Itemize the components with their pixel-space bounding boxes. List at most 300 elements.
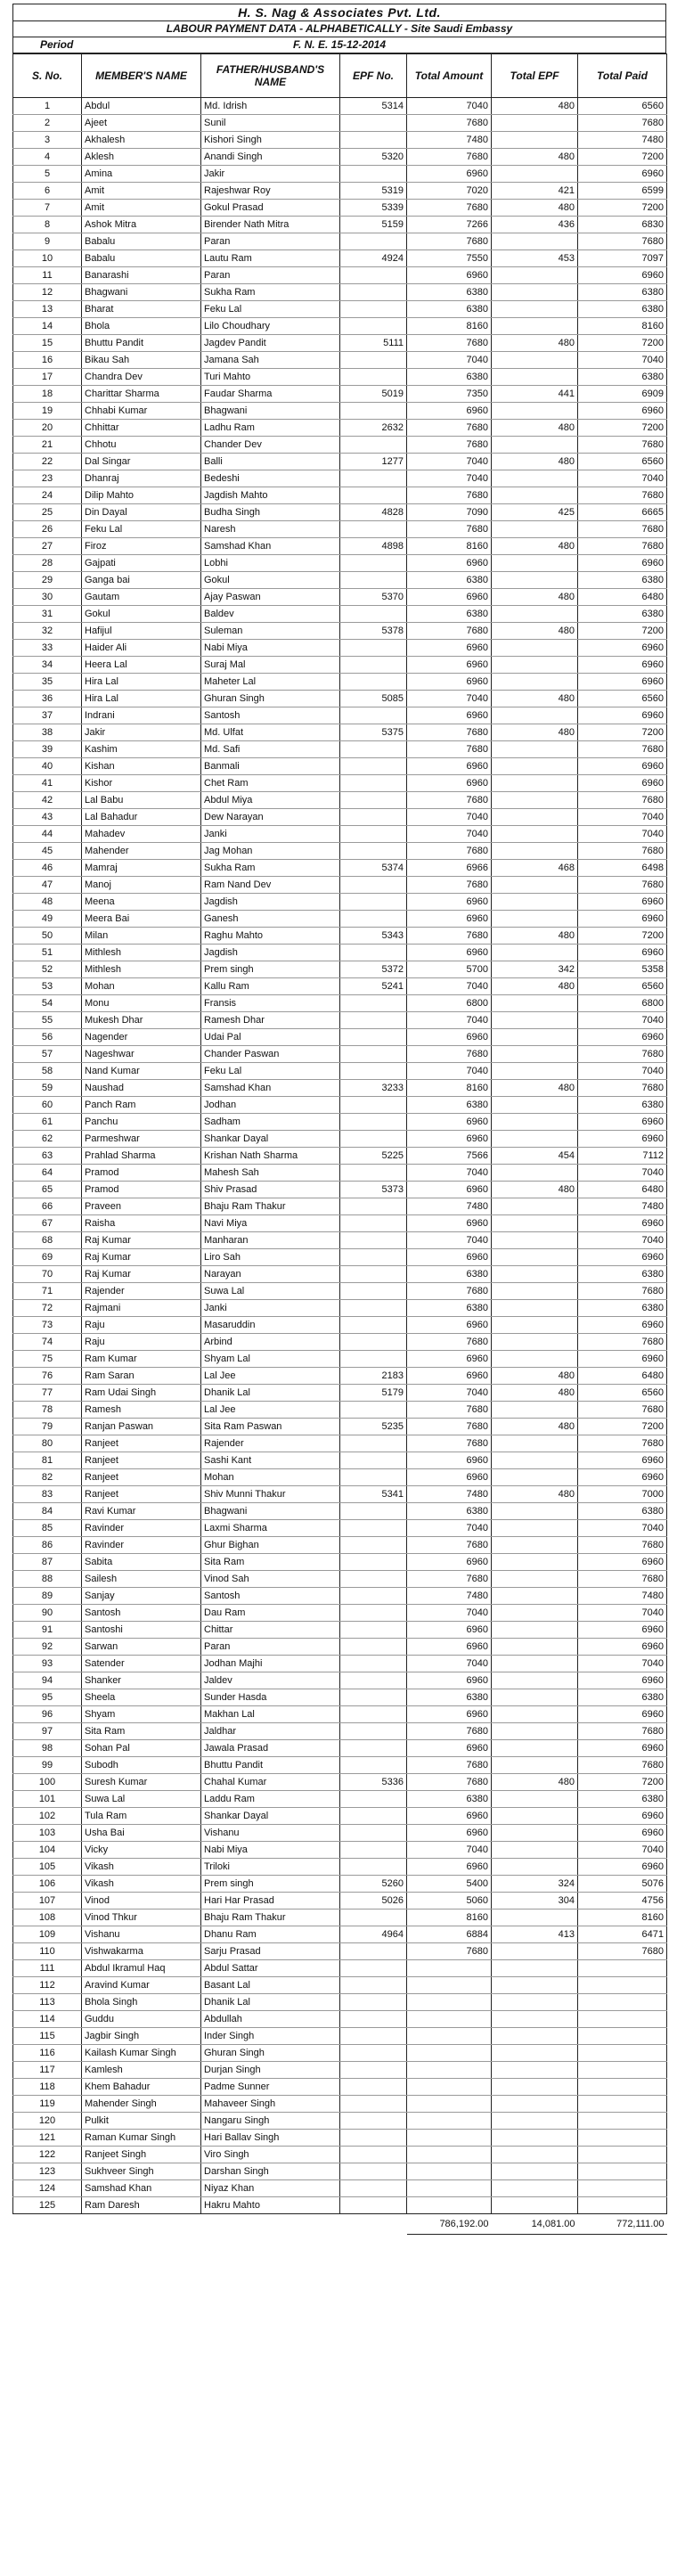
cell-total-paid: 6560 xyxy=(578,978,667,995)
cell-member-name: Santosh xyxy=(82,1605,201,1622)
table-row xyxy=(13,2011,667,2028)
table-row xyxy=(13,1842,667,1859)
cell-total-paid xyxy=(578,2079,667,2096)
cell-total-amount: 6960 xyxy=(407,657,492,674)
cell-sno: 6 xyxy=(13,183,82,200)
cell-sno: 120 xyxy=(13,2113,82,2130)
cell-sno: 29 xyxy=(13,572,82,589)
cell-member-name: Mahender xyxy=(82,843,201,860)
cell-father-name: Jawala Prasad xyxy=(201,1740,340,1757)
cell-sno: 20 xyxy=(13,420,82,437)
cell-epf-no xyxy=(340,2011,407,2028)
cell-total-amount xyxy=(407,2163,492,2180)
cell-total-amount: 7680 xyxy=(407,928,492,945)
cell-total-paid: 7200 xyxy=(578,200,667,217)
cell-epf-no xyxy=(340,2113,407,2130)
cell-epf-no xyxy=(340,1859,407,1876)
cell-sno: 66 xyxy=(13,1198,82,1215)
cell-sno: 67 xyxy=(13,1215,82,1232)
cell-total-epf: 454 xyxy=(492,1148,578,1165)
cell-father-name: Lal Jee xyxy=(201,1368,340,1385)
table-row xyxy=(13,945,667,961)
cell-total-paid: 6380 xyxy=(578,606,667,623)
table-row xyxy=(13,1097,667,1114)
company-name: H. S. Nag & Associates Pvt. Ltd. xyxy=(13,4,665,21)
cell-total-paid: 7680 xyxy=(578,437,667,454)
table-row xyxy=(13,1198,667,1215)
cell-total-paid: 7000 xyxy=(578,1486,667,1503)
cell-total-paid: 6960 xyxy=(578,657,667,674)
cell-member-name: Babalu xyxy=(82,250,201,267)
cell-member-name: Mukesh Dhar xyxy=(82,1012,201,1029)
cell-father-name: Darshan Singh xyxy=(201,2163,340,2180)
cell-total-paid: 6471 xyxy=(578,1926,667,1943)
cell-total-epf: 480 xyxy=(492,1368,578,1385)
cell-total-paid: 6960 xyxy=(578,640,667,657)
cell-total-paid: 6380 xyxy=(578,1300,667,1317)
table-row xyxy=(13,403,667,420)
cell-total-amount: 6960 xyxy=(407,945,492,961)
cell-member-name: Santoshi xyxy=(82,1622,201,1639)
table-row xyxy=(13,1723,667,1740)
cell-total-paid: 6960 xyxy=(578,1351,667,1368)
cell-total-amount: 6960 xyxy=(407,589,492,606)
cell-father-name: Sashi Kant xyxy=(201,1452,340,1469)
cell-total-paid: 7040 xyxy=(578,1842,667,1859)
cell-total-epf: 413 xyxy=(492,1926,578,1943)
cell-total-epf xyxy=(492,1215,578,1232)
cell-total-paid: 7680 xyxy=(578,1723,667,1740)
cell-member-name: Ranjeet xyxy=(82,1452,201,1469)
cell-total-amount: 6960 xyxy=(407,640,492,657)
cell-total-paid: 7680 xyxy=(578,1402,667,1419)
table-row xyxy=(13,233,667,250)
cell-total-amount: 6960 xyxy=(407,1114,492,1131)
cell-epf-no xyxy=(340,1977,407,1994)
cell-member-name: Raj Kumar xyxy=(82,1249,201,1266)
cell-father-name: Sadham xyxy=(201,1114,340,1131)
cell-sno: 75 xyxy=(13,1351,82,1368)
cell-father-name: Laxmi Sharma xyxy=(201,1520,340,1537)
cell-total-amount: 6960 xyxy=(407,674,492,691)
cell-total-paid: 6830 xyxy=(578,217,667,233)
cell-father-name: Naresh xyxy=(201,521,340,538)
cell-total-epf: 480 xyxy=(492,1774,578,1791)
period-value: F. N. E. 15-12-2014 xyxy=(292,38,387,51)
cell-total-amount: 6960 xyxy=(407,775,492,792)
cell-member-name: Satender xyxy=(82,1656,201,1672)
table-row xyxy=(13,1351,667,1368)
cell-total-amount: 7040 xyxy=(407,1520,492,1537)
cell-member-name: Vikash xyxy=(82,1876,201,1893)
cell-total-epf: 480 xyxy=(492,978,578,995)
cell-total-amount: 6960 xyxy=(407,1249,492,1266)
cell-total-paid xyxy=(578,2062,667,2079)
cell-member-name: Bhuttu Pandit xyxy=(82,335,201,352)
cell-total-paid: 6960 xyxy=(578,1452,667,1469)
cell-father-name: Sukha Ram xyxy=(201,284,340,301)
cell-sno: 116 xyxy=(13,2045,82,2062)
cell-father-name: Budha Singh xyxy=(201,504,340,521)
cell-member-name: Aklesh xyxy=(82,149,201,166)
cell-member-name: Ram Udai Singh xyxy=(82,1385,201,1402)
cell-total-paid: 5076 xyxy=(578,1876,667,1893)
table-row xyxy=(13,132,667,149)
cell-member-name: Kamlesh xyxy=(82,2062,201,2079)
cell-total-epf xyxy=(492,2062,578,2079)
table-row xyxy=(13,1706,667,1723)
cell-total-paid: 6960 xyxy=(578,1825,667,1842)
grand-total-amount: 786,192.00 xyxy=(407,2214,492,2235)
cell-total-paid: 7200 xyxy=(578,623,667,640)
cell-sno: 9 xyxy=(13,233,82,250)
cell-father-name: Triloki xyxy=(201,1859,340,1876)
cell-member-name: Banarashi xyxy=(82,267,201,284)
cell-sno: 7 xyxy=(13,200,82,217)
cell-epf-no xyxy=(340,1994,407,2011)
cell-total-epf: 480 xyxy=(492,420,578,437)
cell-epf-no xyxy=(340,1300,407,1317)
cell-total-amount: 7040 xyxy=(407,1842,492,1859)
cell-member-name: Sailesh xyxy=(82,1571,201,1588)
cell-total-amount: 8160 xyxy=(407,1080,492,1097)
cell-total-amount: 6960 xyxy=(407,1351,492,1368)
cell-total-epf: 480 xyxy=(492,1080,578,1097)
cell-epf-no xyxy=(340,1029,407,1046)
cell-total-amount: 6960 xyxy=(407,1182,492,1198)
cell-father-name: Bhuttu Pandit xyxy=(201,1757,340,1774)
cell-total-paid xyxy=(578,2096,667,2113)
table-row xyxy=(13,301,667,318)
cell-epf-no: 5026 xyxy=(340,1893,407,1910)
cell-total-epf xyxy=(492,809,578,826)
cell-member-name: Dilip Mahto xyxy=(82,487,201,504)
cell-sno: 121 xyxy=(13,2130,82,2147)
table-row xyxy=(13,1148,667,1165)
cell-member-name: Lal Bahadur xyxy=(82,809,201,826)
cell-member-name: Kishor xyxy=(82,775,201,792)
cell-father-name: Jagdish xyxy=(201,945,340,961)
cell-member-name: Shanker xyxy=(82,1672,201,1689)
table-row xyxy=(13,98,667,115)
table-row xyxy=(13,1046,667,1063)
cell-total-paid: 7200 xyxy=(578,1774,667,1791)
cell-epf-no xyxy=(340,1740,407,1757)
cell-father-name: Ghuran Singh xyxy=(201,691,340,707)
cell-total-epf xyxy=(492,1537,578,1554)
cell-sno: 74 xyxy=(13,1334,82,1351)
table-row xyxy=(13,166,667,183)
cell-father-name: Navi Miya xyxy=(201,1215,340,1232)
cell-total-amount: 7680 xyxy=(407,1537,492,1554)
table-row xyxy=(13,1080,667,1097)
table-row xyxy=(13,1317,667,1334)
cell-total-epf xyxy=(492,1994,578,2011)
cell-member-name: Nageshwar xyxy=(82,1046,201,1063)
cell-total-epf xyxy=(492,1656,578,1672)
cell-total-paid: 6380 xyxy=(578,1503,667,1520)
cell-epf-no: 5260 xyxy=(340,1876,407,1893)
cell-member-name: Praveen xyxy=(82,1198,201,1215)
cell-total-epf xyxy=(492,1283,578,1300)
cell-total-epf xyxy=(492,1859,578,1876)
cell-epf-no xyxy=(340,1435,407,1452)
cell-sno: 28 xyxy=(13,555,82,572)
cell-epf-no: 5375 xyxy=(340,724,407,741)
totals-spacer xyxy=(13,2214,407,2235)
cell-total-amount: 7680 xyxy=(407,1419,492,1435)
cell-father-name: Sunder Hasda xyxy=(201,1689,340,1706)
table-row xyxy=(13,1554,667,1571)
cell-epf-no xyxy=(340,555,407,572)
table-row xyxy=(13,1774,667,1791)
cell-epf-no: 5373 xyxy=(340,1182,407,1198)
cell-total-epf xyxy=(492,2163,578,2180)
cell-total-paid: 6380 xyxy=(578,572,667,589)
cell-sno: 97 xyxy=(13,1723,82,1740)
cell-member-name: Gokul xyxy=(82,606,201,623)
cell-total-amount: 5400 xyxy=(407,1876,492,1893)
cell-sno: 41 xyxy=(13,775,82,792)
cell-total-amount: 6960 xyxy=(407,707,492,724)
cell-sno: 101 xyxy=(13,1791,82,1808)
cell-member-name: Charittar Sharma xyxy=(82,386,201,403)
cell-total-epf: 480 xyxy=(492,1486,578,1503)
cell-epf-no: 5179 xyxy=(340,1385,407,1402)
cell-sno: 23 xyxy=(13,470,82,487)
cell-total-amount: 7680 xyxy=(407,335,492,352)
cell-sno: 111 xyxy=(13,1960,82,1977)
table-row xyxy=(13,1689,667,1706)
cell-sno: 122 xyxy=(13,2147,82,2163)
cell-father-name: Samshad Khan xyxy=(201,538,340,555)
cell-total-amount: 7680 xyxy=(407,521,492,538)
cell-member-name: Amina xyxy=(82,166,201,183)
cell-total-amount: 6960 xyxy=(407,1469,492,1486)
cell-sno: 32 xyxy=(13,623,82,640)
cell-epf-no xyxy=(340,1520,407,1537)
table-row xyxy=(13,1334,667,1351)
cell-member-name: Raj Kumar xyxy=(82,1266,201,1283)
cell-total-epf xyxy=(492,1402,578,1419)
cell-epf-no xyxy=(340,301,407,318)
cell-total-paid: 6665 xyxy=(578,504,667,521)
cell-total-epf xyxy=(492,1317,578,1334)
table-row xyxy=(13,775,667,792)
cell-father-name: Bhaju Ram Thakur xyxy=(201,1198,340,1215)
cell-total-amount: 7090 xyxy=(407,504,492,521)
cell-total-paid: 6960 xyxy=(578,1469,667,1486)
cell-total-epf xyxy=(492,1588,578,1605)
cell-total-paid: 4756 xyxy=(578,1893,667,1910)
cell-sno: 56 xyxy=(13,1029,82,1046)
cell-father-name: Banmali xyxy=(201,758,340,775)
cell-member-name: Mahender Singh xyxy=(82,2096,201,2113)
cell-member-name: Ram Kumar xyxy=(82,1351,201,1368)
cell-total-paid xyxy=(578,2197,667,2214)
table-row xyxy=(13,1300,667,1317)
cell-father-name: Santosh xyxy=(201,1588,340,1605)
table-row xyxy=(13,826,667,843)
cell-father-name: Hari Har Prasad xyxy=(201,1893,340,1910)
cell-epf-no xyxy=(340,437,407,454)
cell-total-epf xyxy=(492,707,578,724)
table-row xyxy=(13,1672,667,1689)
cell-total-amount: 6960 xyxy=(407,1131,492,1148)
cell-father-name: Jaldhar xyxy=(201,1723,340,1740)
cell-member-name: Jagbir Singh xyxy=(82,2028,201,2045)
cell-sno: 109 xyxy=(13,1926,82,1943)
cell-member-name: Ranjeet xyxy=(82,1469,201,1486)
cell-sno: 4 xyxy=(13,149,82,166)
cell-member-name: Ashok Mitra xyxy=(82,217,201,233)
cell-total-amount: 6380 xyxy=(407,572,492,589)
cell-total-amount: 7566 xyxy=(407,1148,492,1165)
table-row xyxy=(13,843,667,860)
cell-total-epf: 480 xyxy=(492,1385,578,1402)
cell-member-name: Bharat xyxy=(82,301,201,318)
table-row xyxy=(13,928,667,945)
table-row xyxy=(13,1385,667,1402)
cell-father-name: Kallu Ram xyxy=(201,978,340,995)
cell-total-paid: 7040 xyxy=(578,470,667,487)
cell-epf-no: 5319 xyxy=(340,183,407,200)
totals-row xyxy=(13,2214,667,2235)
cell-member-name: Lal Babu xyxy=(82,792,201,809)
cell-sno: 62 xyxy=(13,1131,82,1148)
cell-epf-no xyxy=(340,132,407,149)
cell-total-paid: 6480 xyxy=(578,1182,667,1198)
cell-father-name: Suwa Lal xyxy=(201,1283,340,1300)
cell-total-paid: 7680 xyxy=(578,1571,667,1588)
cell-epf-no: 4924 xyxy=(340,250,407,267)
cell-total-amount: 6960 xyxy=(407,1825,492,1842)
cell-father-name: Lobhi xyxy=(201,555,340,572)
table-row xyxy=(13,1622,667,1639)
cell-father-name: Ghur Bighan xyxy=(201,1537,340,1554)
cell-total-amount: 7040 xyxy=(407,1012,492,1029)
cell-total-paid xyxy=(578,1977,667,1994)
cell-sno: 51 xyxy=(13,945,82,961)
cell-total-amount: 6380 xyxy=(407,301,492,318)
cell-total-amount: 6380 xyxy=(407,1791,492,1808)
cell-sno: 94 xyxy=(13,1672,82,1689)
cell-father-name: Mahaveer Singh xyxy=(201,2096,340,2113)
cell-epf-no xyxy=(340,1723,407,1740)
cell-total-epf xyxy=(492,2045,578,2062)
cell-sno: 112 xyxy=(13,1977,82,1994)
cell-father-name: Vinod Sah xyxy=(201,1571,340,1588)
cell-father-name: Padme Sunner xyxy=(201,2079,340,2096)
cell-sno: 76 xyxy=(13,1368,82,1385)
table-row xyxy=(13,217,667,233)
cell-sno: 22 xyxy=(13,454,82,470)
cell-total-amount: 7680 xyxy=(407,623,492,640)
cell-total-epf xyxy=(492,606,578,623)
cell-total-epf: 480 xyxy=(492,335,578,352)
cell-father-name: Chittar xyxy=(201,1622,340,1639)
cell-member-name: Hafijul xyxy=(82,623,201,640)
cell-total-epf xyxy=(492,792,578,809)
cell-father-name: Hari Ballav Singh xyxy=(201,2130,340,2147)
cell-total-paid: 7680 xyxy=(578,877,667,894)
cell-total-paid: 7680 xyxy=(578,1537,667,1554)
cell-total-paid: 7097 xyxy=(578,250,667,267)
table-row xyxy=(13,1639,667,1656)
col-header-total-paid: Total Paid xyxy=(578,54,667,98)
cell-total-paid: 6960 xyxy=(578,1808,667,1825)
table-row xyxy=(13,1503,667,1520)
cell-father-name: Baldev xyxy=(201,606,340,623)
cell-member-name: Kailash Kumar Singh xyxy=(82,2045,201,2062)
cell-member-name: Abdul xyxy=(82,98,201,115)
cell-total-paid: 6960 xyxy=(578,1317,667,1334)
cell-total-amount: 7680 xyxy=(407,420,492,437)
cell-epf-no xyxy=(340,572,407,589)
cell-total-epf xyxy=(492,1266,578,1283)
cell-father-name: Md. Safi xyxy=(201,741,340,758)
cell-total-epf xyxy=(492,843,578,860)
cell-total-epf: 480 xyxy=(492,928,578,945)
cell-total-epf xyxy=(492,1012,578,1029)
table-row xyxy=(13,894,667,911)
cell-sno: 70 xyxy=(13,1266,82,1283)
cell-total-epf xyxy=(492,2113,578,2130)
cell-total-paid: 7680 xyxy=(578,1943,667,1960)
cell-father-name: Nangaru Singh xyxy=(201,2113,340,2130)
table-row xyxy=(13,1943,667,1960)
table-row xyxy=(13,1605,667,1622)
cell-sno: 55 xyxy=(13,1012,82,1029)
cell-sno: 36 xyxy=(13,691,82,707)
cell-total-paid: 7040 xyxy=(578,1520,667,1537)
cell-member-name: Raman Kumar Singh xyxy=(82,2130,201,2147)
cell-member-name: Tula Ram xyxy=(82,1808,201,1825)
cell-total-amount: 7680 xyxy=(407,843,492,860)
cell-sno: 84 xyxy=(13,1503,82,1520)
cell-total-epf xyxy=(492,437,578,454)
cell-total-paid: 8160 xyxy=(578,318,667,335)
cell-epf-no xyxy=(340,606,407,623)
cell-total-paid: 6380 xyxy=(578,1266,667,1283)
cell-total-amount xyxy=(407,2147,492,2163)
cell-total-paid: 6380 xyxy=(578,369,667,386)
cell-epf-no xyxy=(340,1791,407,1808)
table-row xyxy=(13,1571,667,1588)
cell-total-epf xyxy=(492,2197,578,2214)
cell-total-amount: 7040 xyxy=(407,691,492,707)
cell-total-paid xyxy=(578,1960,667,1977)
cell-total-epf xyxy=(492,233,578,250)
cell-sno: 52 xyxy=(13,961,82,978)
cell-epf-no xyxy=(340,1317,407,1334)
table-row xyxy=(13,1283,667,1300)
table-row xyxy=(13,2045,667,2062)
cell-total-epf xyxy=(492,1300,578,1317)
table-row xyxy=(13,877,667,894)
cell-total-amount xyxy=(407,1960,492,1977)
cell-father-name: Rajeshwar Roy xyxy=(201,183,340,200)
table-row xyxy=(13,335,667,352)
cell-total-paid: 6480 xyxy=(578,1368,667,1385)
cell-member-name: Hira Lal xyxy=(82,674,201,691)
cell-total-amount: 6960 xyxy=(407,1554,492,1571)
cell-total-amount: 5060 xyxy=(407,1893,492,1910)
cell-sno: 104 xyxy=(13,1842,82,1859)
cell-epf-no xyxy=(340,284,407,301)
table-row xyxy=(13,267,667,284)
cell-total-paid: 6909 xyxy=(578,386,667,403)
